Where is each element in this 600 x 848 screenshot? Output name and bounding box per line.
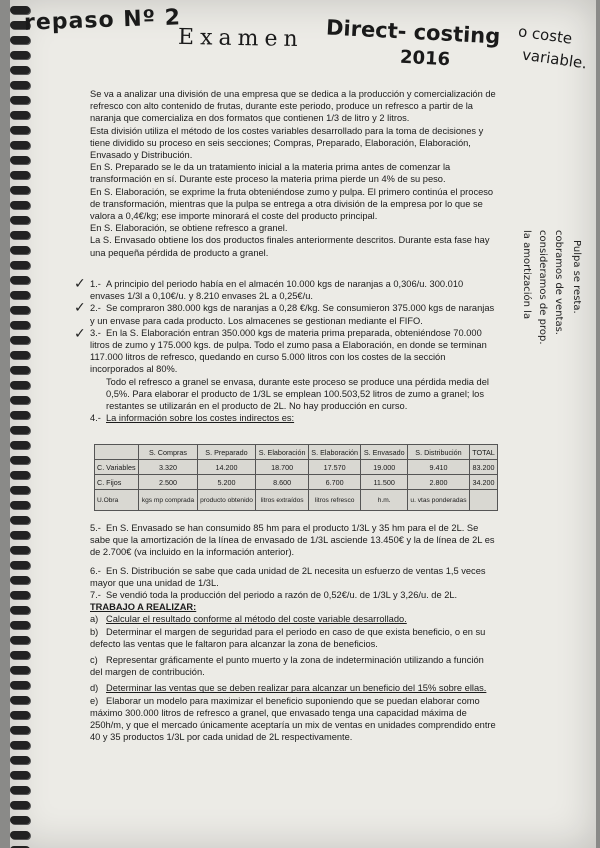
binding-hole [10,441,30,449]
indirect-costs-table [94,444,498,511]
binding-hole [10,66,30,74]
table-row [95,460,498,475]
binding-hole [10,516,30,524]
binding-hole [10,186,30,194]
table-cell: 3.320 [139,460,197,475]
binding-hole [10,576,30,584]
binding-hole [10,756,30,764]
task-d-text: Determinar las ventas que se deben realizar para alcanzar un beneficio del 15% sobre ellas. [106,683,487,694]
binding-hole [10,486,30,494]
table-cell: kgs mp comprada [139,490,197,511]
table-header-cell: S. Distribución [407,445,469,460]
table-header-cell [95,445,139,460]
paragraph-preparado: En S. Preparado se le da un tratamiento inicial a la materia prima antes de comenzar la transformación en sí. Durante este proceso la materia prima pierde un 4% de su peso. [90,162,451,185]
binding-hole [10,156,30,164]
table-cell: 6.700 [308,475,361,490]
table-cell: 11.500 [361,475,407,490]
item-5 [90,522,496,559]
item-5-text: En S. Envasado se han consumido 85 hm para el producto 1/3L y 35 hm para el de 2L. Se sabe que la amortización de la línea de envasado de 1/3L asciende 13.450€ y la de línea de 2L es de 2.700€ (va incluido en la información anterior). [90,523,495,558]
binding-hole [10,141,30,149]
item-1 [90,278,496,302]
binding-hole [10,831,30,839]
item-7 [90,589,496,601]
binding-hole [10,501,30,509]
table-units-row [95,490,498,511]
table-cell: C. Variables [95,460,139,475]
binding-hole [10,726,30,734]
table-header-cell: S. Elaboración [256,445,309,460]
task-e-text: Elaborar un modelo para maximizar el beneficio suponiendo que se puedan elaborar como máximo 300.000 litros de refresco a granel, que envasado tenga una capacidad máxima de 250h/m, y que el mercado únicamente aceptaría un mix de ventas en unidades comprendido entre 40 y 35 productos 1/3L por cada unidad de 2L respectivamente. [90,695,496,743]
binding-hole [10,306,30,314]
paragraph-elaboracion-1: En S. Elaboración, se exprime la fruta obteniéndose zumo y pulpa. El primero continúa el proceso de transformación, mientras que la pulpa se entrega a otra división de la empresa por lo que se valora a 0,4€/kg; ese importe minorará el coste del producto principal. [90,186,494,222]
binding-hole [10,291,30,299]
table-header-cell: S. Compras [139,445,197,460]
side-note-2: consideramos de prop. [537,230,548,345]
item-2-number: 2.- [90,303,101,314]
binding-hole [10,786,30,794]
binding-hole [10,321,30,329]
item-1-text: A principio del periodo había en el almacén 10.000 kgs de naranjas a 0,306/u. 300.010 envases 1/3l a 0,10€/u. y 8.210 envases 2L a 0,25€/u. [90,279,464,302]
binding-hole [10,81,30,89]
task-title: TRABAJO A REALIZAR: [90,602,197,613]
handwritten-examen: Examen [177,24,304,53]
check-mark-2: ✓ [74,300,86,316]
binding-hole [10,471,30,479]
table-cell: 17.570 [308,460,361,475]
side-note-3: cobramos de ventas. [553,230,564,335]
binding-hole [10,666,30,674]
binding-hole [10,621,30,629]
handwritten-year: 2016 [399,46,451,71]
binding-hole [10,276,30,284]
table-cell: u. vtas ponderadas [407,490,469,511]
binding-hole [10,591,30,599]
binding-hole [10,336,30,344]
table-cell: 18.700 [256,460,309,475]
table-cell: litros refresco [308,490,361,511]
binding-hole [10,741,30,749]
paragraph-envasado: La S. Envasado obtiene los dos productos finales anteriormente descritos. Durante esta fase hay una pequeña pérdida de producto a granel. [90,235,490,258]
task-b [90,626,496,650]
handwritten-repaso-title: repaso Nº 2 [23,5,182,36]
item-6 [90,565,496,589]
binding-hole [10,816,30,824]
table-header-cell: TOTAL [470,445,498,460]
item-6-number: 6.- [90,565,101,576]
paragraph-intro: Se va a analizar una división de una empresa que se dedica a la producción y comercialización de refresco con alto contenido de frutas, durante este periodo, produce un refresco a partir de la naranja que comercializa en dos formatos que contienen 1/3 de litro y 2 litros. [90,89,496,124]
binding-hole [10,411,30,419]
intro-text [90,88,496,259]
task-c [90,654,496,678]
item-3-text: En la S. Elaboración entran 350.000 kgs de materia prima preparada, obteniéndose 70.000 litros de zumo y 175.000 kgs. de pulpa. Todo el zumo pasa a Elaboración, en donde se terminan 117.000 litros de refresco, quedando en curso 5.000 litros con los costes de la sección incorporados al 80%. [90,327,487,375]
exam-sheet [10,0,596,848]
handwritten-o-coste: o coste [517,22,574,48]
task-a-text: Calcular el resultado conforme al método del coste variable desarrollado. [106,614,407,625]
item-4-number: 4.- [90,413,101,424]
table-header-cell: S. Preparado [197,445,256,460]
item-2-text: Se compraron 380.000 kgs de naranjas a 0,28 €/kg. Se consumieron 375.000 kgs de naranjas y un envase para cada producto. Los almacenes se gestionan mediante el FIFO. [90,303,495,326]
item-7-number: 7.- [90,590,101,601]
table-header-row [95,445,498,460]
binding-hole [10,801,30,809]
item-1-number: 1.- [90,279,101,289]
binding-hole [10,246,30,254]
binding-hole [10,396,30,404]
binding-hole [10,681,30,689]
binding-hole [10,366,30,374]
task-e [90,695,496,744]
binding-hole [10,711,30,719]
binding-hole [10,771,30,779]
binding-hole [10,381,30,389]
item-7-text: Se vendió toda la producción del periodo a razón de 0,52€/u. de 1/3L y 3,26/u. de 2L. [106,590,458,601]
item-3b: Todo el refresco a granel se envasa, durante este proceso se produce una pérdida media del 0,5%. Para elaborar el producto de 1/3L se emplean 100.503,52 litros de zumo a granel; los restantes se utilizarán en el producto de 2L. No hay producción en curso. [106,376,489,412]
numbered-items [90,278,496,424]
task-a [90,613,496,625]
handwritten-direct-costing: Direct- costing [325,15,501,49]
binding-hole [10,201,30,209]
binding-hole [10,126,30,134]
handwritten-side-notes [496,230,596,410]
binding-hole [10,261,30,269]
item-2 [90,302,496,326]
table-cell: 2.500 [139,475,197,490]
table-cell: litros extraídos [256,490,309,511]
binding-hole [10,651,30,659]
table-cell: producto obtenido [197,490,256,511]
binding-hole [10,111,30,119]
item-4-text: La información sobre los costes indirectos es: [106,413,295,424]
binding-hole [10,546,30,554]
table-cell: 34.200 [470,475,498,490]
check-mark-3: ✓ [74,326,86,342]
binding-hole [10,456,30,464]
table-cell: 14.200 [197,460,256,475]
table-cell: 2.800 [407,475,469,490]
side-note-4: Pulpa se resta. [571,240,582,314]
task-b-letter: b) [90,626,99,637]
task-e-letter: e) [90,695,99,706]
paragraph-elaboracion-2: En S. Elaboración, se obtiene refresco a granel. [90,223,288,234]
binding-hole [10,96,30,104]
table-cell: 5.200 [197,475,256,490]
table-cell [470,490,498,511]
paragraph-method: Esta división utiliza el método de los costes variables desarrollado para la toma de decisiones y tiene dividido su proceso en seis secciones; Compras, Preparado, Elaboración, Elaboración, Envasado y Distribución. [90,125,484,161]
table-cell: 9.410 [407,460,469,475]
task-b-text: Determinar el margen de seguridad para el periodo en caso de que exista beneficio, o en su defecto las ventas que le faltaron para alcanzar la zona de beneficios. [90,626,486,649]
table-cell: h.m. [361,490,407,511]
binding-hole [10,51,30,59]
binding-hole [10,606,30,614]
binding-hole [10,216,30,224]
item-5-number: 5.- [90,523,101,533]
table-cell: 8.600 [256,475,309,490]
item-6-text: En S. Distribución se sabe que cada unidad de 2L necesita un esfuerzo de ventas 1,5 veces mayor que una unidad de 1/3L. [90,565,486,588]
task-c-text: Representar gráficamente el punto muerto y la zona de indeterminación utilizando a función del margen de contribución. [90,655,484,678]
table-cell: U.Obra [95,490,139,511]
handwritten-variable: variable. [521,45,589,73]
binding-hole [10,636,30,644]
side-note-1: la amortización la [521,230,532,320]
item-3-number: 3.- [90,327,101,338]
table-header-cell: S. Envasado [361,445,407,460]
task-a-letter: a) [90,614,99,625]
binding-hole [10,171,30,179]
spiral-binding [10,0,32,848]
binding-hole [10,426,30,434]
table-cell: C. Fijos [95,475,139,490]
binding-hole [10,231,30,239]
task-c-letter: c) [90,655,98,666]
binding-hole [10,36,30,44]
numbered-items-2 [90,522,496,743]
binding-hole [10,351,30,359]
table-cell: 19.000 [361,460,407,475]
table-cell: 83.200 [470,460,498,475]
binding-hole [10,696,30,704]
task-d [90,682,496,694]
item-3 [90,327,496,376]
table-header-cell: S. Elaboración [308,445,361,460]
binding-hole [10,531,30,539]
binding-hole [10,561,30,569]
item-4 [90,412,496,424]
check-mark-1: ✓ [74,276,86,292]
task-d-letter: d) [90,683,99,694]
table-row [95,475,498,490]
